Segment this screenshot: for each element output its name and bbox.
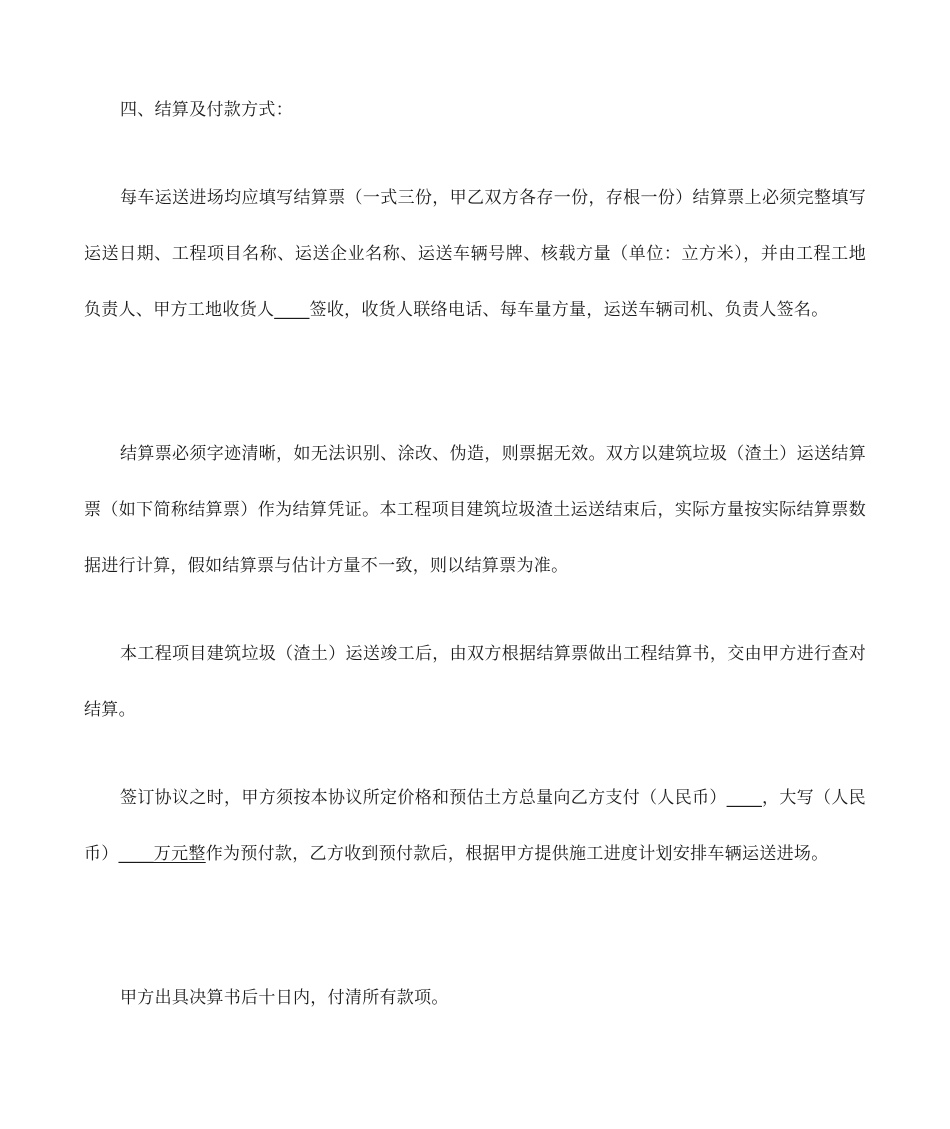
blank-field-amount-words: ____万元整 [118,844,206,864]
blank-field: ____ [274,300,310,320]
paragraph-final-settlement: 本工程项目建筑垃圾（渣土）运送竣工后，由双方根据结算票做出工程结算书，交由甲方进行查对结算。 [84,644,866,720]
paragraph-settlement-ticket [84,170,866,338]
blank-field-amount: ____ [726,788,762,808]
paragraph-text: ，大写（人民币） [84,788,866,864]
paragraph-advance-payment [84,770,866,882]
paragraph-payment-deadline: 甲方出具决算书后十日内，付清所有款项。 [120,988,449,1008]
section-title: 四、结算及付款方式： [120,100,293,120]
paragraph-text: 作为预付款，乙方收到预付款后，根据甲方提供施工进度计划安排车辆运送进场。 [205,844,829,864]
paragraph-ticket-validity: 结算票必须字迹清晰，如无法识别、涂改、伪造，则票据无效。双方以建筑垃圾（渣土）运送结算票（如下简称结算票）作为结算凭证。本工程项目建筑垃圾渣土运送结束后，实际方量按实际结算票数据进行计算，假如结算票与估计方量不一致，则以结算票为准。 [84,444,866,576]
paragraph-text: 每车运送进场均应填写结算票（一式三份，甲乙双方各存一份，存根一份）结算票上必须完整填写运送日期、工程项目名称、运送企业名称、运送车辆号牌、核载方量（单位：立方米），并由工程工地负责人、甲方工地收货人 [84,188,866,320]
paragraph-text: 签收，收货人联络电话、每车量方量，运送车辆司机、负责人签名。 [309,300,829,320]
paragraph-text: 签订协议之时，甲方须按本协议所定价格和预估土方总量向乙方支付（人民币） [120,788,727,808]
